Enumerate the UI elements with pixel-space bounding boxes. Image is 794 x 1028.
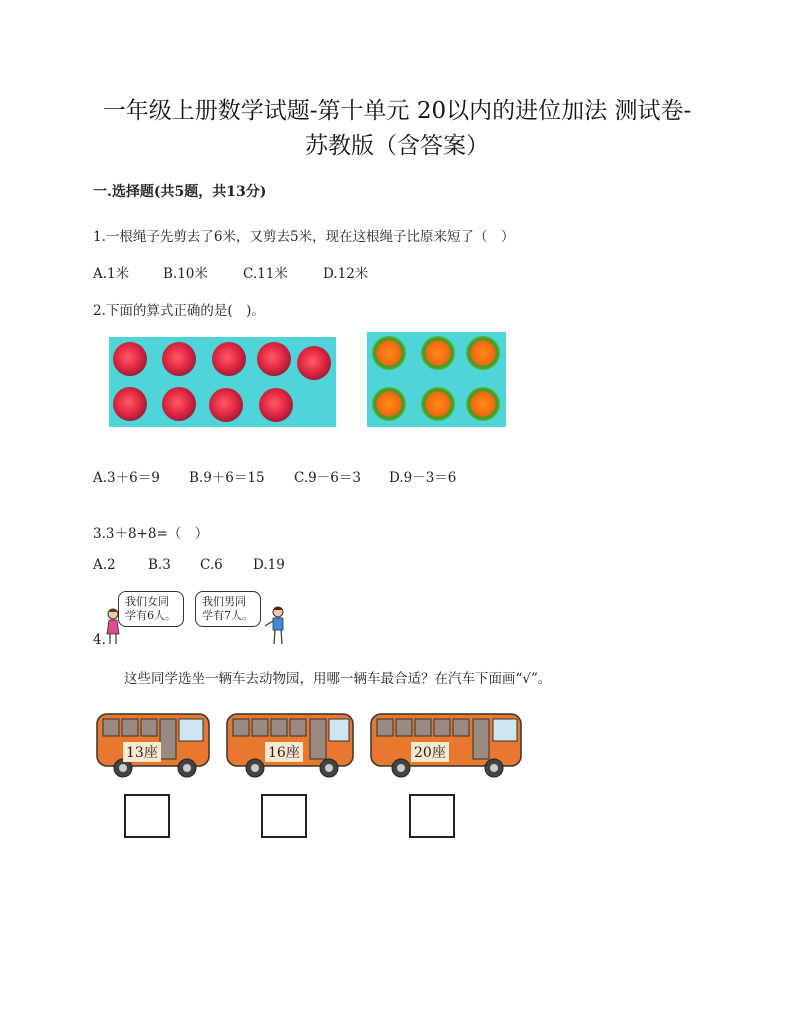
orange-counters-panel [367, 332, 506, 427]
question-2-option-c: C.9－6＝3 [294, 470, 361, 486]
girls-speech-bubble: 我们女同学有6人。 [118, 591, 184, 627]
question-1-option-c: C.11米 [243, 266, 288, 282]
question-2-text: 2.下面的算式正确的是( )。 [93, 303, 265, 319]
red-counter [297, 346, 331, 380]
question-2-option-b: B.9＋6＝15 [189, 470, 265, 486]
answer-box-bus-13[interactable] [124, 794, 170, 838]
bus-seat-label: 13座 [123, 742, 161, 762]
bus-seat-label: 20座 [411, 742, 449, 762]
question-3-option-a: A.2 [93, 557, 116, 573]
orange-counter [421, 387, 455, 421]
question-4-text: 这些同学选坐一辆车去动物园，用哪一辆车最合适？在汽车下面画“√”。 [124, 671, 552, 687]
question-4-number: 4. [93, 632, 106, 648]
bus-seat-label: 16座 [265, 742, 303, 762]
question-1-text: 1.一根绳子先剪去了6米，又剪去5米，现在这根绳子比原来短了（ ） [93, 229, 515, 245]
question-2-option-d: D.9－3＝6 [389, 470, 457, 486]
orange-counter [466, 336, 500, 370]
question-3-text: 3.3＋8+8=（ ） [93, 526, 209, 542]
red-counter [113, 342, 147, 376]
document-title-line-1: 一年级上册数学试题-第十单元 20以内的进位加法 测试卷- [102, 98, 692, 124]
bus-20-seat [369, 712, 524, 780]
boys-speech-bubble: 我们男同学有7人。 [195, 591, 261, 627]
question-3-option-c: C.6 [200, 557, 223, 573]
question-3-option-b: B.3 [148, 557, 171, 573]
question-1-option-a: A.1米 [93, 266, 130, 282]
section-heading: 一.选择题(共5题，共13分) [93, 184, 267, 200]
red-counter [209, 388, 243, 422]
red-counter [162, 342, 196, 376]
red-counter [259, 388, 293, 422]
red-counters-panel [109, 337, 336, 427]
question-3-option-d: D.19 [253, 557, 285, 573]
orange-counter [372, 336, 406, 370]
red-counter [113, 387, 147, 421]
bus-13-seat [95, 712, 213, 780]
orange-counter [372, 387, 406, 421]
answer-box-bus-20[interactable] [409, 794, 455, 838]
orange-counter [421, 336, 455, 370]
red-counter [212, 342, 246, 376]
question-1-option-d: D.12米 [323, 266, 369, 282]
question-2-option-a: A.3＋6＝9 [93, 470, 160, 486]
red-counter [162, 387, 196, 421]
bus-16-seat [225, 712, 357, 780]
document-title-line-2: 苏教版（含答案） [305, 133, 489, 159]
red-counter [257, 342, 291, 376]
question-1-option-b: B.10米 [163, 266, 208, 282]
answer-box-bus-16[interactable] [261, 794, 307, 838]
orange-counter [466, 387, 500, 421]
